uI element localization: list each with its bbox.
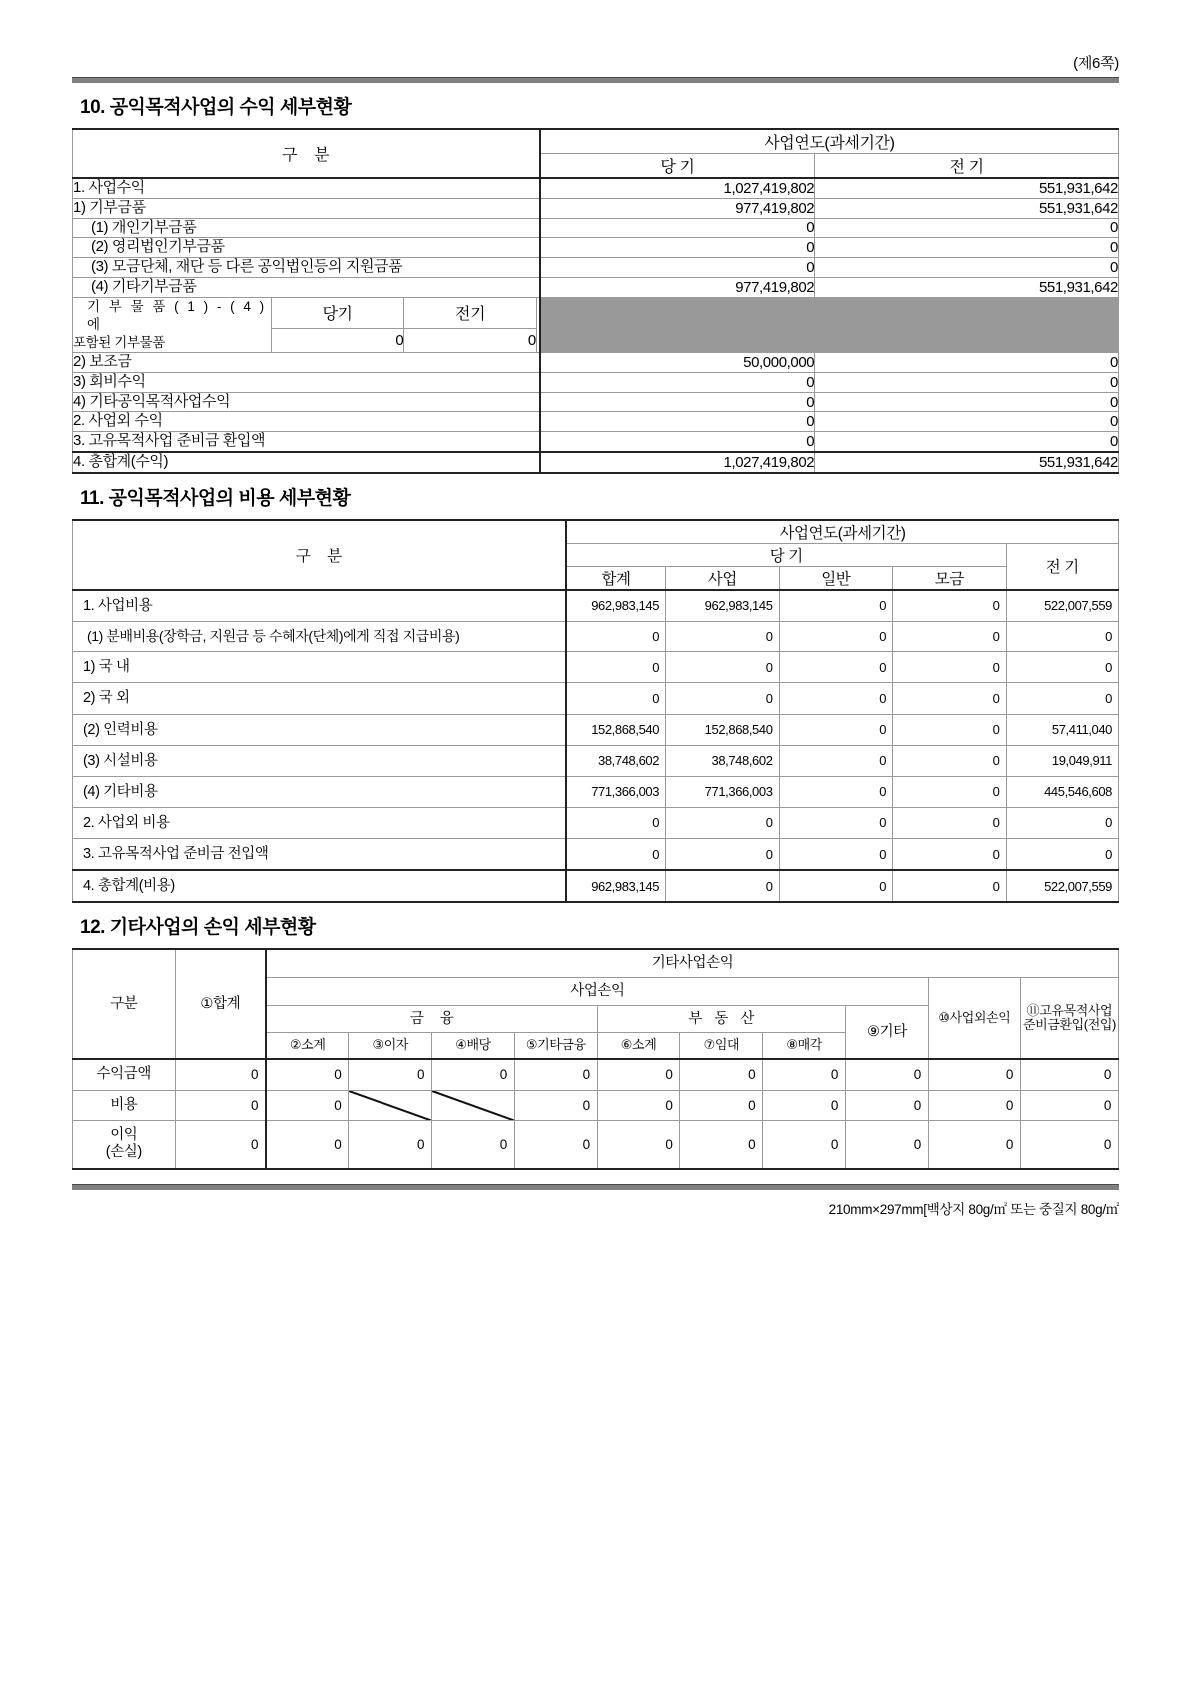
row-value-re-subtotal: 0 [597, 1121, 680, 1169]
row-value-total: 0 [175, 1059, 266, 1090]
row-label: 3) 회비수익 [73, 372, 540, 392]
row-value-total: 38,748,602 [566, 745, 666, 776]
row-value-sale: 0 [763, 1121, 846, 1169]
col-header-fiscal-year: 사업연도(과세기간) [540, 129, 1119, 154]
col-header-other-finance: ⑤기타금융 [514, 1033, 597, 1059]
row-value-previous: 0 [815, 372, 1119, 392]
row-value-general: 0 [779, 621, 892, 652]
row-label: (3) 시설비용 [73, 745, 567, 776]
row-value-general: 0 [779, 839, 892, 871]
row-value-current: 0 [540, 412, 815, 432]
table-row [73, 238, 1119, 258]
row-value-general: 0 [779, 714, 892, 745]
row-value-dividend [432, 1090, 515, 1120]
row-value-business: 0 [666, 652, 779, 683]
gift-header-current: 당기 [271, 297, 404, 329]
shaded-cell-current [540, 297, 815, 353]
table-row [73, 745, 1119, 776]
row-label: (1) 개인기부금품 [73, 218, 540, 238]
col-header-finance-subtotal: ②소계 [266, 1033, 349, 1059]
row-value-rent: 0 [680, 1059, 763, 1090]
row-value-fundraising: 0 [893, 621, 1006, 652]
col-header-total: ①합계 [175, 949, 266, 1059]
table-row [73, 652, 1119, 683]
col-header-non-business-pl: ⑩사업외손익 [928, 977, 1020, 1059]
row-value-rent: 0 [680, 1090, 763, 1120]
row-value-previous: 0 [815, 353, 1119, 373]
gift-label-line1: 기 부 물 품 ( 1 ) - ( 4 ) 에 [87, 298, 267, 332]
row-value-sale: 0 [763, 1059, 846, 1090]
row-value-current: 0 [540, 432, 815, 452]
row-value-previous: 0 [1006, 807, 1119, 838]
col-header-sale: ⑧매각 [763, 1033, 846, 1059]
row-value-re-subtotal: 0 [597, 1090, 680, 1120]
row-value-total: 0 [566, 807, 666, 838]
row-value-current: 977,419,802 [540, 198, 815, 218]
row-value-previous: 551,931,642 [815, 452, 1119, 473]
row-value-etc: 0 [846, 1121, 929, 1169]
row-value-general: 0 [779, 807, 892, 838]
row-label: 1. 사업수익 [73, 178, 540, 198]
row-value-fundraising: 0 [893, 870, 1006, 902]
row-value-previous: 0 [1006, 621, 1119, 652]
row-value-general: 0 [779, 776, 892, 807]
row-value-interest: 0 [349, 1059, 432, 1090]
row-value-previous: 445,546,608 [1006, 776, 1119, 807]
col-header-realestate: 부 동 산 [597, 1005, 845, 1033]
row-value-total: 0 [566, 652, 666, 683]
row-value-total: 771,366,003 [566, 776, 666, 807]
table-row [73, 452, 1119, 473]
col-header-previous: 전 기 [1006, 543, 1119, 590]
table-row [73, 714, 1119, 745]
row-value-current: 977,419,802 [540, 277, 815, 297]
table-row [73, 412, 1119, 432]
row-value-etc: 0 [846, 1090, 929, 1120]
row-value-dividend: 0 [432, 1121, 515, 1169]
table-row [73, 218, 1119, 238]
row-value-current: 0 [540, 218, 815, 238]
row-value-business: 0 [666, 870, 779, 902]
row-value-fundraising: 0 [893, 839, 1006, 871]
row-label: 2. 사업외 비용 [73, 807, 567, 838]
row-value-total: 962,983,145 [566, 870, 666, 902]
row-label: 수익금액 [73, 1059, 176, 1090]
row-value-previous: 551,931,642 [815, 277, 1119, 297]
col-header-division: 구분 [73, 949, 176, 1059]
row-value-current: 0 [540, 238, 815, 258]
gift-block-label [73, 297, 272, 353]
row-label-line1: 이익 [110, 1127, 138, 1144]
paper-spec-note: 210mm×297mm[백상지 80g/㎡ 또는 중질지 80g/㎡ [828, 1201, 1119, 1217]
diagonal-strike-icon [432, 1091, 514, 1120]
row-value-rent: 0 [680, 1121, 763, 1169]
row-value-general: 0 [779, 870, 892, 902]
table-row [73, 129, 1119, 154]
table-row [73, 621, 1119, 652]
row-value-current: 0 [540, 372, 815, 392]
table-row [73, 590, 1119, 622]
col-header-current: 당 기 [566, 543, 1006, 566]
row-value-reserve: 0 [1020, 1090, 1118, 1120]
table-row [73, 776, 1119, 807]
col-header-current: 당 기 [540, 154, 815, 179]
row-label: 1. 사업비용 [73, 590, 567, 622]
row-value-current: 50,000,000 [540, 353, 815, 373]
row-value-non-business-pl: 0 [928, 1059, 1020, 1090]
row-value-current: 0 [540, 392, 815, 412]
row-value-total: 0 [175, 1090, 266, 1120]
row-value-business: 0 [666, 621, 779, 652]
diagonal-strike-icon [349, 1091, 431, 1120]
row-value-previous: 522,007,559 [1006, 870, 1119, 902]
row-label: 4) 기타공익목적사업수익 [73, 392, 540, 412]
row-value-fundraising: 0 [893, 714, 1006, 745]
col-header-etc: ⑨기타 [846, 1005, 929, 1059]
row-label: 4. 총합계(수익) [73, 452, 540, 473]
row-value-fundraising: 0 [893, 807, 1006, 838]
row-value-previous: 57,411,040 [1006, 714, 1119, 745]
col-header-finance: 금 융 [266, 1005, 597, 1033]
page-marker: (제6쪽) [1073, 55, 1119, 72]
row-label: 1) 국 내 [73, 652, 567, 683]
row-label: (4) 기타비용 [73, 776, 567, 807]
row-value-interest: 0 [349, 1121, 432, 1169]
row-label-line2: (손실) [105, 1144, 142, 1161]
row-value-other-finance: 0 [514, 1059, 597, 1090]
row-value-previous: 0 [815, 258, 1119, 278]
row-label: 2) 국 외 [73, 683, 567, 714]
row-value-current: 1,027,419,802 [540, 178, 815, 198]
row-value-dividend: 0 [432, 1059, 515, 1090]
row-value-fundraising: 0 [893, 683, 1006, 714]
section-10-title: 10. 공익목적사업의 수익 세부현황 [80, 97, 352, 118]
col-header-division: 구 분 [73, 520, 567, 590]
row-label: 비용 [73, 1090, 176, 1120]
col-header-general: 일반 [779, 566, 892, 590]
row-value-non-business-pl: 0 [928, 1090, 1020, 1120]
table-row [73, 1059, 1119, 1090]
shaded-cell-previous [815, 297, 1119, 353]
row-label: 2. 사업외 수익 [73, 412, 540, 432]
row-label: (4) 기타기부금품 [73, 277, 540, 297]
col-header-reserve: ⑪고유목적사업준비금환입(전입) [1020, 977, 1118, 1059]
col-header-business-pl: 사업손익 [266, 977, 928, 1005]
col-header-previous: 전 기 [815, 154, 1119, 179]
row-value-reserve: 0 [1020, 1059, 1118, 1090]
table-row [73, 1121, 1119, 1169]
row-value-previous: 551,931,642 [815, 198, 1119, 218]
table-row [73, 949, 1119, 977]
table-row [73, 178, 1119, 198]
row-value-general: 0 [779, 745, 892, 776]
table-row [73, 277, 1119, 297]
row-value-total: 0 [175, 1121, 266, 1169]
row-value-total: 0 [566, 839, 666, 871]
row-value-previous: 0 [1006, 652, 1119, 683]
row-value-previous: 0 [815, 218, 1119, 238]
table-row [73, 839, 1119, 871]
gift-value-current: 0 [271, 329, 404, 353]
table-row [73, 432, 1119, 452]
table-row [73, 353, 1119, 373]
row-label: (3) 모금단체, 재단 등 다른 공익법인등의 지원금품 [73, 258, 540, 278]
row-value-fundraising: 0 [893, 776, 1006, 807]
row-value-fundraising: 0 [893, 745, 1006, 776]
row-value-total: 0 [566, 683, 666, 714]
row-value-business: 962,983,145 [666, 590, 779, 622]
row-value-etc: 0 [846, 1059, 929, 1090]
row-label: (2) 영리법인기부금품 [73, 238, 540, 258]
row-value-business: 0 [666, 839, 779, 871]
row-value-finance-subtotal: 0 [266, 1090, 349, 1120]
row-value-general: 0 [779, 652, 892, 683]
row-value-non-business-pl: 0 [928, 1121, 1020, 1169]
col-header-total: 합계 [566, 566, 666, 590]
row-value-finance-subtotal: 0 [266, 1059, 349, 1090]
row-value-business: 152,868,540 [666, 714, 779, 745]
row-value-business: 38,748,602 [666, 745, 779, 776]
row-label: (1) 분배비용(장학금, 지원금 등 수혜자(단체)에게 직접 지급비용) [73, 621, 567, 652]
row-value-general: 0 [779, 683, 892, 714]
col-header-business: 사업 [666, 566, 779, 590]
row-value-general: 0 [779, 590, 892, 622]
col-header-rent: ⑦임대 [680, 1033, 763, 1059]
row-value-current: 1,027,419,802 [540, 452, 815, 473]
row-label: 2) 보조금 [73, 353, 540, 373]
row-value-previous: 0 [1006, 839, 1119, 871]
gift-value-previous: 0 [404, 329, 537, 353]
row-value-finance-subtotal: 0 [266, 1121, 349, 1169]
row-value-business: 771,366,003 [666, 776, 779, 807]
row-value-re-subtotal: 0 [597, 1059, 680, 1090]
table-row [73, 198, 1119, 218]
table-row [73, 1090, 1119, 1120]
section-11-title: 11. 공익목적사업의 비용 세부현황 [80, 487, 351, 509]
row-value-interest [349, 1090, 432, 1120]
table-row [73, 258, 1119, 278]
row-value-previous: 19,049,911 [1006, 745, 1119, 776]
row-value-fundraising: 0 [893, 652, 1006, 683]
row-value-previous: 0 [815, 412, 1119, 432]
table-row [73, 372, 1119, 392]
section-10-table [72, 128, 1119, 474]
row-value-fundraising: 0 [893, 590, 1006, 622]
row-label: 3. 고유목적사업 준비금 환입액 [73, 432, 540, 452]
row-label: 4. 총합계(비용) [73, 870, 567, 902]
gift-block-row [73, 297, 1119, 329]
section-12-table [72, 948, 1119, 1170]
row-value-other-finance: 0 [514, 1121, 597, 1169]
table-row [73, 392, 1119, 412]
table-row [73, 807, 1119, 838]
col-header-dividend: ④배당 [432, 1033, 515, 1059]
row-value-previous: 0 [815, 392, 1119, 412]
row-label: (2) 인력비용 [73, 714, 567, 745]
col-header-fiscal-year: 사업연도(과세기간) [566, 520, 1118, 544]
gift-label-line2: 포함된 기부물품 [73, 334, 165, 350]
col-header-re-subtotal: ⑥소계 [597, 1033, 680, 1059]
row-value-current: 0 [540, 258, 815, 278]
row-value-business: 0 [666, 683, 779, 714]
col-header-other-business-pl: 기타사업손익 [266, 949, 1118, 977]
col-header-fundraising: 모금 [893, 566, 1006, 590]
section-12-title: 12. 기타사업의 손익 세부현황 [80, 917, 316, 939]
col-header-interest: ③이자 [349, 1033, 432, 1059]
col-header-division: 구 분 [73, 129, 540, 178]
row-value-previous: 0 [1006, 683, 1119, 714]
row-value-previous: 0 [815, 432, 1119, 452]
row-label: 3. 고유목적사업 준비금 전입액 [73, 839, 567, 871]
row-value-total: 962,983,145 [566, 590, 666, 622]
table-row [73, 520, 1119, 544]
row-label: 1) 기부금품 [73, 198, 540, 218]
row-value-total: 152,868,540 [566, 714, 666, 745]
section-11-table [72, 519, 1119, 904]
row-value-reserve: 0 [1020, 1121, 1118, 1169]
row-label [73, 1121, 176, 1169]
gift-header-previous: 전기 [404, 297, 537, 329]
row-value-previous: 522,007,559 [1006, 590, 1119, 622]
table-row [73, 683, 1119, 714]
row-value-total: 0 [566, 621, 666, 652]
row-value-sale: 0 [763, 1090, 846, 1120]
row-value-previous: 551,931,642 [815, 178, 1119, 198]
row-value-previous: 0 [815, 238, 1119, 258]
table-row [73, 870, 1119, 902]
row-value-other-finance: 0 [514, 1090, 597, 1120]
row-value-business: 0 [666, 807, 779, 838]
